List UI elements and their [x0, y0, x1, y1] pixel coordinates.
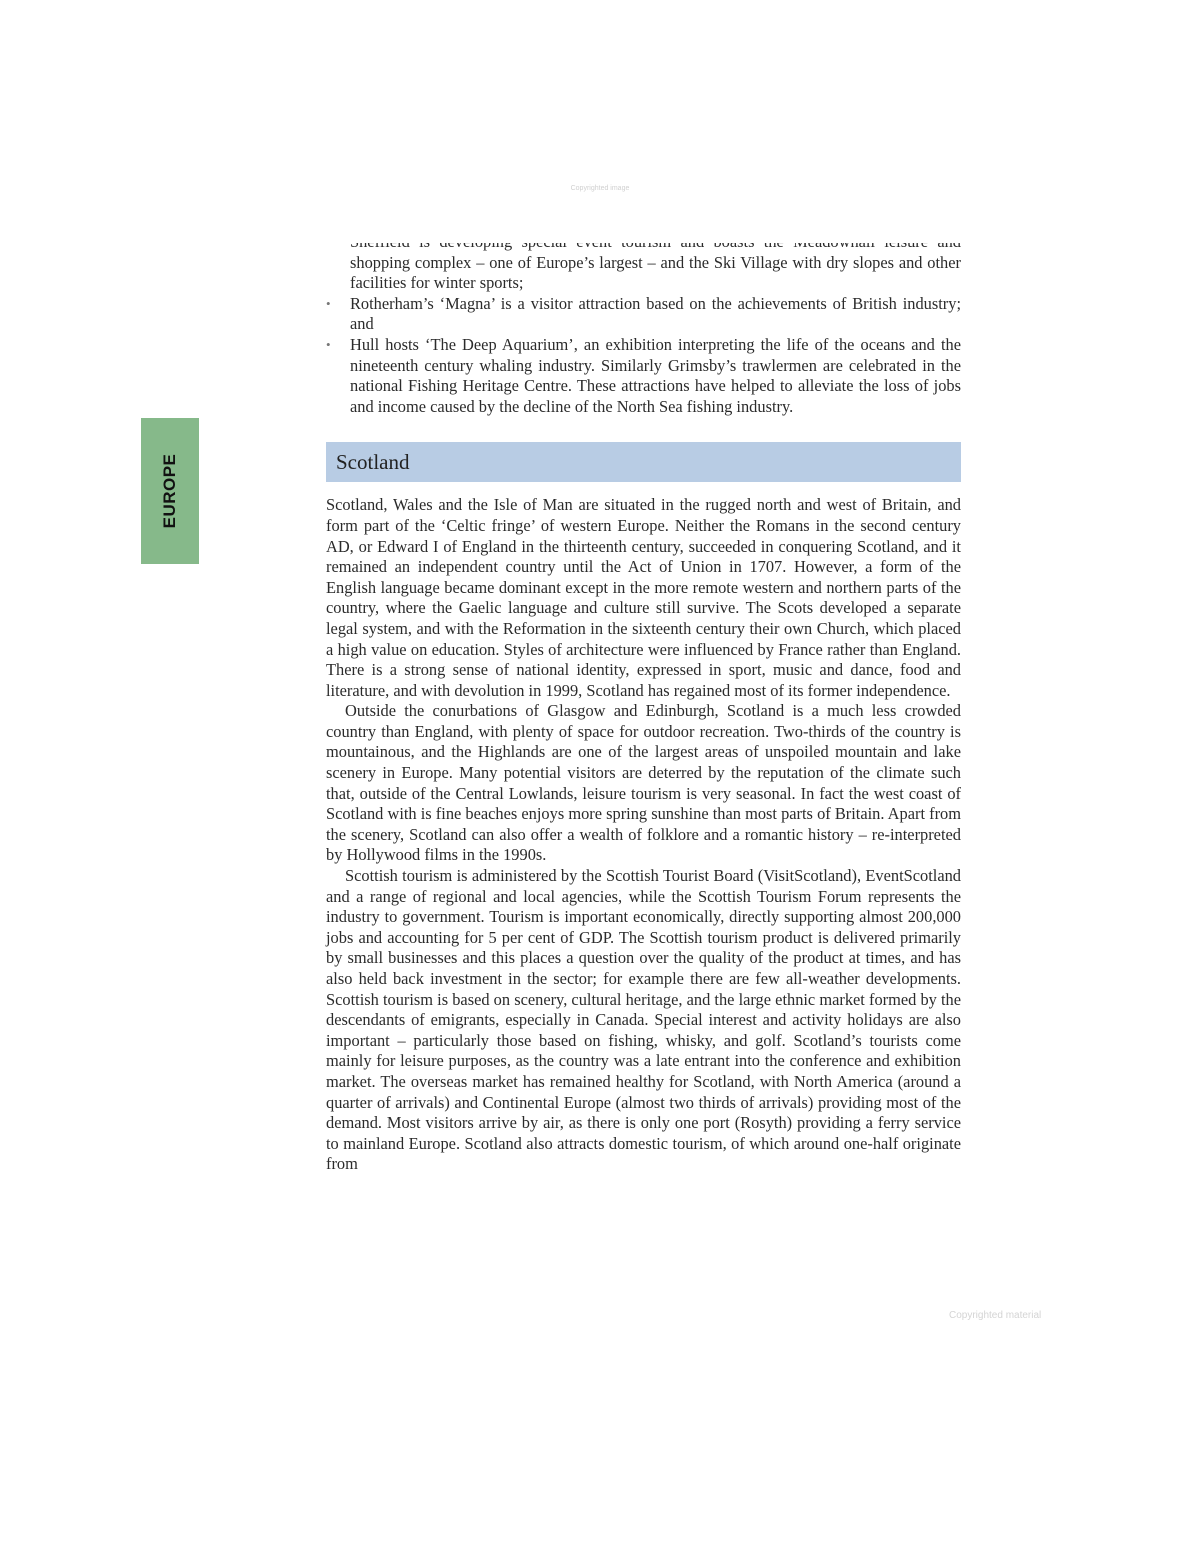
bullet-icon: • [326, 295, 331, 311]
page-bottom-crop [300, 1268, 1000, 1308]
body-paragraph: Outside the conurbations of Glasgow and Edinburgh, Scotland is a much less crowded country than England, with plenty of space for outdoor recreation. Two-thirds of the country is mountainous, and the Highlands are one of the largest areas of unspoiled mountain and lake scenery in Europe. Many potential visitors are deterred by the reputation of the climate such that, outside of the Central Lowlands, leisure tourism is very seasonal. In fact the west coast of Scotland with is fine beaches enjoys more spring sunshine than most parts of Britain. Apart from the scenery, Scotland can also offer a wealth of folklore and a romantic history – re-interpreted by Hollywood films in the 1990s. [326, 701, 961, 865]
copyright-watermark-bottom: Copyrighted material [949, 1310, 1042, 1321]
section-heading-bar [326, 442, 961, 482]
body-paragraph: Scotland, Wales and the Isle of Man are situated in the rugged north and west of Britain, and form part of the ‘Celtic fringe’ of western Europe. Neither the Romans in the second century AD, or Edward I of England in the thirteenth century, succeeded in conquering Scotland, and it remained an independent country until the Act of Union in 1707. However, a form of the English language became dominant except in the more remote western and northern parts of the country, where the Gaelic language and culture still survive. The Scots developed a separate legal system, and with the Reformation in the sixteenth century their own Church, which placed a high value on education. Styles of architecture were influenced by France rather than England. There is a strong sense of national identity, expressed in sport, music and dance, food and literature, and with devolution in 1999, Scotland has regained most of its former independence. [326, 495, 961, 700]
list-item [326, 335, 961, 417]
bullet-icon: • [326, 336, 331, 352]
bullet-text: shopping complex – one of Europe’s largest – and the Ski Village with dry slopes and other facilities for winter sports; [350, 252, 961, 293]
section-side-tab [141, 418, 199, 564]
bullet-list [326, 232, 961, 417]
copyright-watermark-top: Copyrighted image [570, 185, 630, 192]
bullet-text: Rotherham’s ‘Magna’ is a visitor attraction based on the achievements of British industry; and [350, 293, 961, 334]
section-title: Scotland [336, 450, 410, 475]
list-item [326, 294, 961, 335]
page-top-crop [326, 226, 966, 243]
side-tab-label: EUROPE [160, 453, 179, 529]
body-paragraph: Scottish tourism is administered by the Scottish Tourist Board (VisitScotland), EventScotland and a range of regional and local agencies, while the Scottish Tourism Forum represents the industry to government. Tourism is important economically, directly supporting almost 200,000 jobs and accounting for 5 per cent of GDP. The Scottish tourism product is delivered primarily by small businesses and this places a question over the quality of the product at times, and has also held back investment in the sector; for example there are few all-weather developments. Scottish tourism is based on scenery, cultural heritage, and the large ethnic market formed by the descendants of emigrants, especially in Canada. Special interest and activity holidays are also important – particularly those based on fishing, whisky, and golf. Scotland’s tourists come mainly for leisure purposes, as the country was a late entrant into the conference and exhibition market. The overseas market has remained healthy for Scotland, with North America (around a quarter of arrivals) and Continental Europe (almost two thirds of arrivals) providing most of the demand. Most visitors arrive by air, as there is only one port (Rosyth) providing a ferry service to mainland Europe. Scotland also attracts domestic tourism, of which around one-half originate from [326, 866, 961, 1174]
bullet-text: Hull hosts ‘The Deep Aquarium’, an exhibition interpreting the life of the oceans and the nineteenth century whaling industry. Similarly Grimsby’s trawlermen are celebrated in the national Fishing Heritage Centre. These attractions have helped to alleviate the loss of jobs and income caused by the decline of the North Sea fishing industry. [350, 334, 961, 416]
page-body [326, 232, 961, 1175]
